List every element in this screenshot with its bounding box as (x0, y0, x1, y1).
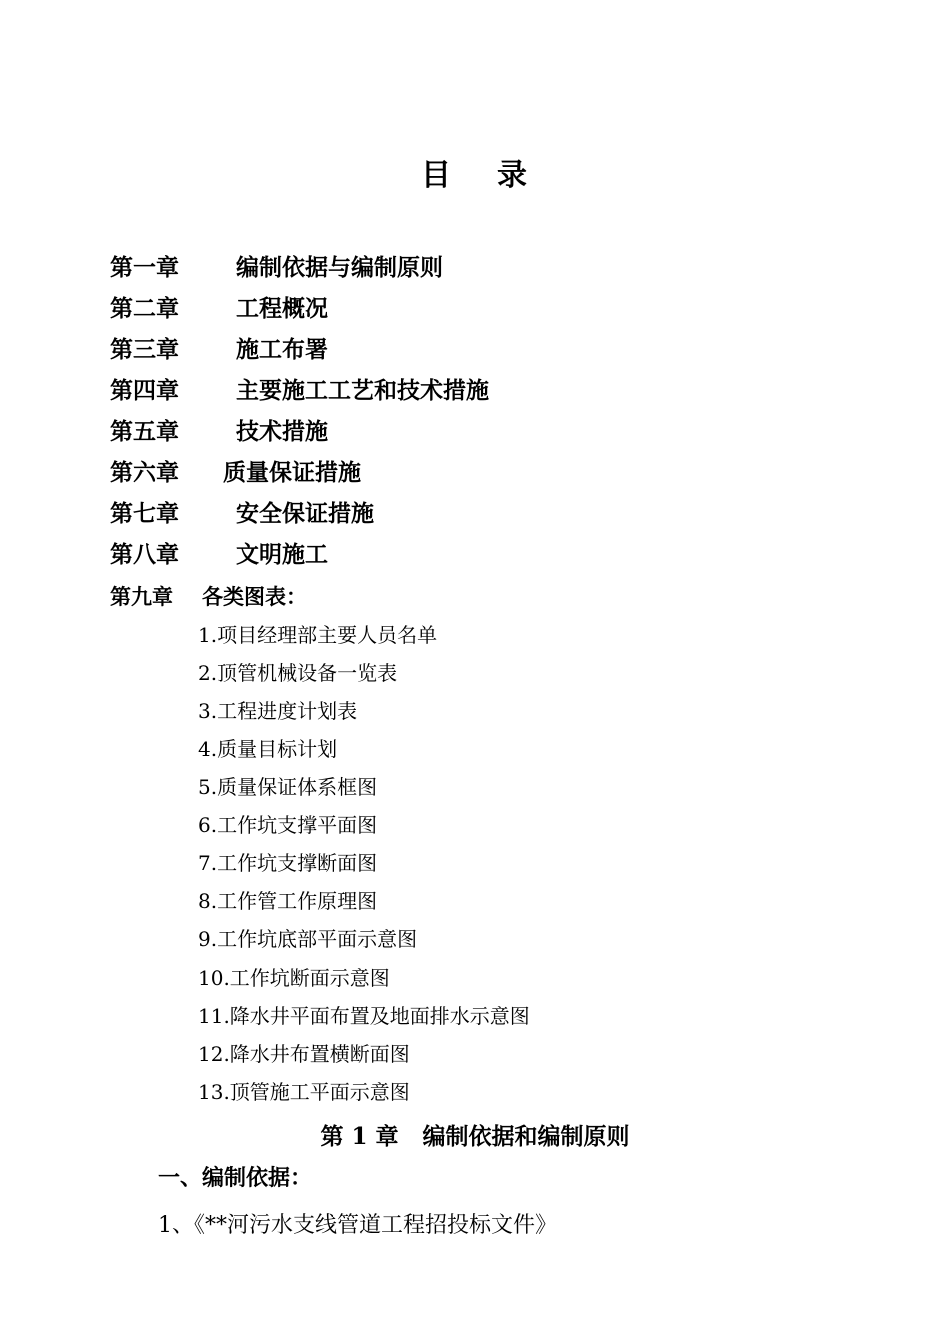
toc-sub-item: 7.工作坑支撑断面图 (198, 851, 378, 875)
toc-chapter-num: 第八章 (110, 541, 179, 568)
toc-chapter-name: 主要施工工艺和技术措施 (236, 377, 489, 404)
toc-chapter-name: 各类图表： (202, 584, 307, 609)
toc-chapter-1 (110, 253, 443, 283)
toc-chapter-num: 第三章 (110, 336, 179, 363)
toc-sub-item: 3.工程进度计划表 (198, 699, 358, 723)
toc-chapter-name: 文明施工 (236, 541, 328, 568)
toc-sub-item: 12.降水井布置横断面图 (198, 1042, 410, 1066)
section-heading: 一、编制依据： (158, 1165, 313, 1191)
toc-chapter-num: 第七章 (110, 500, 179, 527)
toc-sub-item: 6.工作坑支撑平面图 (198, 813, 378, 837)
toc-title (0, 150, 950, 194)
toc-chapter-num: 第四章 (110, 377, 179, 404)
toc-chapter-name: 安全保证措施 (236, 500, 374, 527)
toc-chapter-6 (110, 458, 361, 488)
toc-chapter-8 (110, 540, 328, 570)
toc-title-part1: 目 (421, 158, 453, 193)
toc-chapter-num: 第九章 (110, 584, 173, 609)
chapter-heading (0, 1118, 950, 1151)
toc-chapter-3 (110, 335, 328, 365)
toc-chapter-7 (110, 499, 374, 529)
toc-sub-item: 10.工作坑断面示意图 (198, 966, 390, 990)
toc-chapter-5 (110, 417, 328, 447)
toc-sub-item: 13.顶管施工平面示意图 (198, 1080, 410, 1104)
toc-title-part2: 录 (497, 158, 529, 193)
toc-chapter-name: 编制依据与编制原则 (236, 254, 443, 281)
toc-sub-item: 9.工作坑底部平面示意图 (198, 927, 418, 951)
chapter-heading-title: 编制依据和编制原则 (422, 1123, 630, 1150)
toc-chapter-num: 第二章 (110, 295, 179, 322)
toc-chapter-name: 工程概况 (236, 295, 328, 322)
toc-chapter-num: 第五章 (110, 418, 179, 445)
body-paragraph: 1、《**河污水支线管道工程招投标文件》 (158, 1213, 557, 1238)
toc-chapter-name: 技术措施 (236, 418, 328, 445)
toc-sub-item: 2.顶管机械设备一览表 (198, 661, 398, 685)
chapter-heading-num: 第 1 章 (320, 1123, 399, 1150)
toc-sub-item: 4.质量目标计划 (198, 737, 338, 761)
toc-chapter-num: 第六章 (110, 459, 179, 486)
toc-sub-item: 1.项目经理部主要人员名单 (198, 623, 438, 647)
toc-chapter-num: 第一章 (110, 254, 179, 281)
toc-chapter-9 (110, 582, 307, 612)
toc-chapter-name: 质量保证措施 (223, 459, 361, 486)
toc-sub-item: 5.质量保证体系框图 (198, 775, 378, 799)
toc-chapter-name: 施工布署 (236, 336, 328, 363)
toc-sub-item: 11.降水井平面布置及地面排水示意图 (198, 1004, 530, 1028)
toc-sub-item: 8.工作管工作原理图 (198, 889, 378, 913)
toc-chapter-4 (110, 376, 489, 406)
toc-chapter-2 (110, 294, 328, 324)
